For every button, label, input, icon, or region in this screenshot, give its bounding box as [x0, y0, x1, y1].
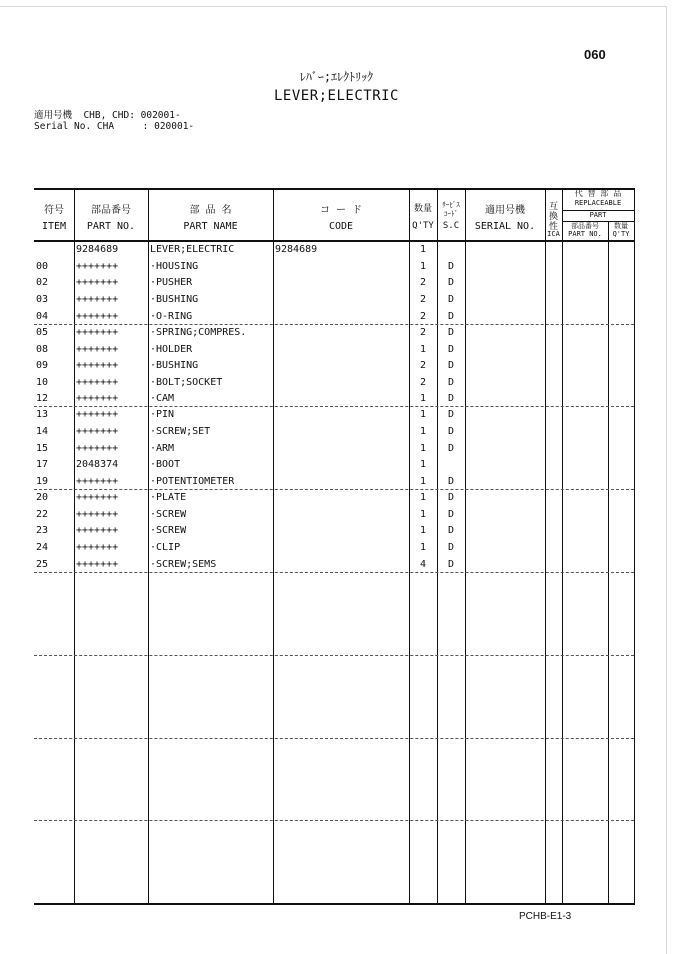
cell-qty: 1: [419, 244, 427, 255]
cell-part-no: +++++++: [76, 344, 119, 355]
header-repl-jp: 代 替 部 品: [574, 189, 622, 198]
cell-item: 04: [36, 311, 49, 322]
cell-part-name: ·SCREW: [150, 525, 187, 536]
cell-qty: 1: [419, 393, 427, 404]
header-code-en: CODE: [328, 221, 354, 232]
cell-part-no: +++++++: [76, 294, 119, 305]
cell-qty: 1: [419, 443, 427, 454]
cell-part-no: +++++++: [76, 443, 119, 454]
cell-item: 02: [36, 277, 49, 288]
cell-sc: D: [447, 559, 455, 570]
page-border-right: [666, 6, 667, 954]
cell-part-name: ·PLATE: [150, 492, 187, 503]
header-ica-en: ICA: [547, 230, 560, 238]
cell-sc: D: [447, 294, 455, 305]
cell-sc: D: [447, 542, 455, 553]
cell-sc: D: [447, 426, 455, 437]
cell-part-name: ·HOLDER: [150, 344, 193, 355]
cell-part-name: ·SPRING;COMPRES.: [150, 327, 247, 338]
cell-sc: D: [447, 525, 455, 536]
cell-part-no: +++++++: [76, 327, 119, 338]
cell-qty: 1: [419, 542, 427, 553]
cell-item: 15: [36, 443, 49, 454]
cell-part-name: ·BOOT: [150, 459, 181, 470]
title-english: LEVER;ELECTRIC: [273, 88, 399, 104]
cell-part-name: ·CAM: [150, 393, 175, 404]
cell-part-no: +++++++: [76, 377, 119, 388]
cell-sc: D: [447, 492, 455, 503]
cell-item: 19: [36, 476, 49, 487]
cell-item: 08: [36, 344, 49, 355]
cell-part-no: +++++++: [76, 476, 119, 487]
cell-part-no: +++++++: [76, 261, 119, 272]
header-item-en: ITEM: [41, 221, 67, 232]
cell-sc: D: [447, 393, 455, 404]
cell-qty: 1: [419, 426, 427, 437]
header-item-jp: 符号: [44, 205, 64, 216]
cell-part-no: +++++++: [76, 393, 119, 404]
cell-part-name: ·O-RING: [150, 311, 193, 322]
cell-qty: 1: [419, 509, 427, 520]
header-qty-jp: 数量: [413, 204, 432, 214]
header-sc-en: S.C: [442, 221, 460, 231]
cell-item: 12: [36, 393, 49, 404]
cell-part-name: ·BUSHING: [150, 294, 199, 305]
cell-part-no: +++++++: [76, 492, 119, 503]
header-ica-jp2: 換: [548, 212, 558, 222]
cell-sc: D: [447, 377, 455, 388]
cell-item: 03: [36, 294, 49, 305]
header-sc-jp2: ｺｰﾄﾞ: [444, 210, 458, 218]
document-code: PCHB-E1-3: [519, 911, 572, 922]
cell-part-name: ·CLIP: [150, 542, 181, 553]
cell-part-no: +++++++: [76, 559, 119, 570]
col-divider-name: [273, 190, 274, 903]
cell-part-name: ·PIN: [150, 409, 175, 420]
header-part-en: PART NO.: [86, 221, 136, 232]
cell-qty: 1: [419, 476, 427, 487]
cell-sc: D: [447, 327, 455, 338]
table-right-edge: [634, 190, 635, 903]
cell-part-no: +++++++: [76, 525, 119, 536]
applicable-line-1: 適用号機 CHB, CHD: 002001-: [34, 110, 181, 121]
cell-qty: 2: [419, 294, 427, 305]
cell-qty: 4: [419, 559, 427, 570]
cell-part-name: ·HOUSING: [150, 261, 199, 272]
cell-part-name: ·PUSHER: [150, 277, 193, 288]
header-sc-jp: ｻｰﾋﾞｽ: [442, 201, 460, 209]
cell-part-no: +++++++: [76, 277, 119, 288]
cell-item: 22: [36, 509, 49, 520]
cell-code: 9284689: [275, 244, 318, 255]
header-code-jp: コ ー ド: [319, 205, 363, 216]
cell-item: 17: [36, 459, 49, 470]
cell-item: 14: [36, 426, 49, 437]
cell-part-no: 2048374: [76, 459, 119, 470]
title-japanese: ﾚﾊﾞｰ;ｴﾚｸﾄﾘｯｸ: [299, 70, 374, 84]
cell-item: 20: [36, 492, 49, 503]
group-separator: [34, 489, 634, 490]
cell-item: 24: [36, 542, 49, 553]
header-repl-part-jp: 部品番号: [571, 222, 599, 230]
cell-qty: 1: [419, 459, 427, 470]
header-name-en: PART NAME: [183, 221, 238, 232]
cell-part-name: ·ARM: [150, 443, 175, 454]
header-serial-jp: 適用号機: [485, 205, 525, 216]
col-divider-sc: [465, 190, 466, 903]
page-number: 060: [584, 47, 606, 62]
cell-qty: 2: [419, 360, 427, 371]
cell-part-no: 9284689: [76, 244, 119, 255]
table-bottom-rule: [34, 903, 635, 905]
cell-sc: D: [447, 443, 455, 454]
cell-part-name: ·SCREW: [150, 509, 187, 520]
cell-qty: 1: [419, 261, 427, 272]
cell-part-no: +++++++: [76, 542, 119, 553]
cell-sc: D: [447, 277, 455, 288]
cell-part-no: +++++++: [76, 409, 119, 420]
cell-part-no: +++++++: [76, 311, 119, 322]
cell-item: 23: [36, 525, 49, 536]
group-separator: [34, 738, 634, 739]
cell-qty: 1: [419, 525, 427, 536]
group-separator: [34, 820, 634, 821]
cell-sc: D: [447, 344, 455, 355]
cell-part-name: ·BOLT;SOCKET: [150, 377, 223, 388]
group-separator: [34, 572, 634, 573]
group-separator: [34, 655, 634, 656]
cell-sc: D: [447, 509, 455, 520]
cell-qty: 2: [419, 277, 427, 288]
cell-qty: 2: [419, 377, 427, 388]
cell-item: 25: [36, 559, 49, 570]
header-name-jp: 部 品 名: [189, 205, 232, 216]
cell-part-no: +++++++: [76, 360, 119, 371]
cell-part-name: LEVER;ELECTRIC: [150, 244, 235, 255]
cell-item: 09: [36, 360, 49, 371]
header-serial-en: SERIAL NO.: [474, 221, 536, 232]
col-divider-part: [148, 190, 149, 903]
header-ica-jp3: 性: [548, 222, 558, 232]
cell-part-no: +++++++: [76, 509, 119, 520]
header-repl-qty-en: Q'TY: [612, 230, 630, 238]
cell-qty: 1: [419, 492, 427, 503]
cell-qty: 2: [419, 311, 427, 322]
cell-item: 10: [36, 377, 49, 388]
col-divider-item: [74, 190, 75, 903]
cell-item: 13: [36, 409, 49, 420]
group-separator: [34, 324, 634, 325]
applicable-models: [34, 110, 194, 132]
cell-sc: D: [447, 261, 455, 272]
header-part-jp: 部品番号: [91, 205, 131, 216]
cell-sc: D: [447, 476, 455, 487]
cell-part-name: ·POTENTIOMETER: [150, 476, 235, 487]
cell-qty: 1: [419, 344, 427, 355]
header-repl-en1: REPLACEABLE: [574, 199, 622, 207]
cell-part-name: ·SCREW;SET: [150, 426, 211, 437]
group-separator: [34, 406, 634, 407]
col-divider-serial: [545, 190, 546, 903]
page-border-top: [0, 6, 667, 7]
cell-sc: D: [447, 311, 455, 322]
cell-item: 05: [36, 327, 49, 338]
cell-part-name: ·BUSHING: [150, 360, 199, 371]
header-ica-jp1: 互: [548, 202, 558, 212]
header-repl-qty-jp: 数量: [614, 222, 628, 230]
cell-qty: 1: [419, 409, 427, 420]
col-divider-ica: [562, 190, 563, 903]
cell-part-name: ·SCREW;SEMS: [150, 559, 217, 570]
header-repl-part-en: PART NO.: [568, 230, 602, 238]
cell-sc: D: [447, 409, 455, 420]
cell-qty: 2: [419, 327, 427, 338]
header-repl-en2: PART: [589, 211, 607, 219]
applicable-line-2: Serial No. CHA : 020001-: [34, 121, 195, 132]
cell-item: 00: [36, 261, 49, 272]
cell-part-no: +++++++: [76, 426, 119, 437]
header-qty-en: Q'TY: [412, 221, 434, 231]
cell-sc: D: [447, 360, 455, 371]
